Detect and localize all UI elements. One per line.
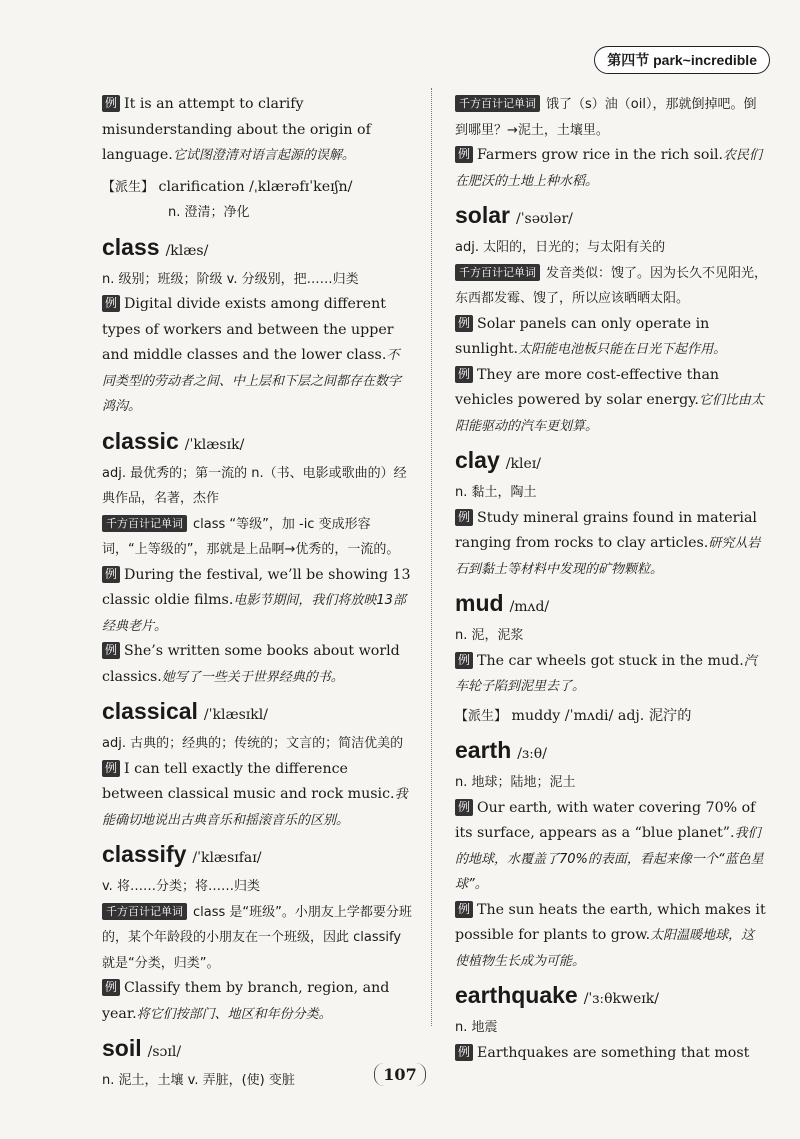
derivation-label: 【派生】 — [102, 179, 155, 195]
entry-mud — [455, 587, 767, 729]
entry-soil-continued — [455, 92, 767, 194]
example-badge: 例 — [455, 509, 473, 526]
headword: clay — [455, 447, 500, 473]
entry-solar — [455, 199, 767, 439]
memory-badge: 千方百计记单词 — [455, 95, 540, 112]
headword: mud — [455, 590, 504, 616]
entry-classify — [102, 838, 412, 1027]
example-line — [102, 92, 412, 169]
derivation-word: muddy /ˈmʌdi/ adj. 泥泞的 — [511, 707, 692, 724]
example-translation: 它试图澄清对语言起源的误解。 — [172, 148, 355, 163]
example-translation: 将它们按部门、地区和年份分类。 — [136, 1006, 332, 1022]
headword: earthquake — [455, 982, 578, 1008]
example-line — [455, 898, 767, 975]
example-line — [455, 796, 767, 898]
headword: classic — [102, 427, 179, 454]
headword-row — [455, 979, 767, 1015]
example-text: Digital divide exists among different types of workers and between the upper and middle classes and the lower class. — [102, 296, 394, 363]
example-badge: 例 — [455, 146, 473, 163]
example-text: Farmers grow rice in the rich soil. — [477, 147, 724, 163]
example-translation: 汽车轮子陷到泥里去了。 — [455, 653, 757, 694]
example-text: Our earth, with water covering 70% of its surface, appears as a “blue planet”. — [455, 799, 756, 841]
left-column — [102, 92, 412, 1094]
derivation-label: 【派生】 — [455, 708, 508, 724]
example-badge: 例 — [102, 760, 120, 777]
example-line — [102, 976, 412, 1027]
example-text: Earthquakes are something that most — [477, 1044, 750, 1061]
headword-row — [102, 231, 412, 267]
phonetic: /kleɪ/ — [505, 456, 541, 472]
definition: v. 将……分类；将……归类 — [102, 879, 260, 894]
example-text: They are more cost-effective than vehicles powered by solar energy. — [455, 366, 720, 408]
phonetic: /ˈklæsɪfaɪ/ — [192, 850, 262, 866]
derivation-word: clarification /ˌklærəfɪˈkeɪʃn/ — [158, 178, 353, 195]
example-text: The car wheels got stuck in the mud. — [477, 652, 744, 669]
entry-class — [102, 231, 412, 420]
headword: class — [102, 233, 160, 260]
entry-earthquake — [455, 979, 767, 1066]
example-text: Classify them by branch, region, and year. — [102, 980, 390, 1022]
phonetic: /ˈklæsɪkl/ — [203, 707, 268, 723]
example-translation: 农民们在肥沃的土地上种水稻。 — [455, 148, 763, 189]
example-line — [102, 639, 412, 690]
example-text: It is an attempt to clarify misunderstanding about the origin of language. — [102, 96, 371, 163]
page-number-text: 107 — [374, 1063, 425, 1086]
example-badge: 例 — [102, 642, 120, 659]
memory-badge: 千方百计记单词 — [455, 264, 540, 281]
example-badge: 例 — [455, 1044, 473, 1061]
definition: n. 泥，泥浆 — [455, 628, 524, 643]
example-translation: 研究从岩石到黏土等材料中发现的矿物颗粒。 — [455, 536, 761, 577]
section-tab: 第四节 park~incredible — [594, 46, 770, 74]
derivation-definition — [102, 200, 412, 226]
derivation-line — [455, 704, 767, 730]
headword-row — [102, 838, 412, 874]
memory-badge: 千方百计记单词 — [102, 903, 187, 920]
example-translation: 她写了一些关于世界经典的书。 — [161, 669, 344, 685]
example-translation: 它们比由太阳能驱动的汽车更划算。 — [455, 393, 764, 434]
definition: adj. 最优秀的；第一流的 n.（书、电影或歌曲的）经典作品，名著，杰作 — [102, 465, 407, 506]
example-badge: 例 — [102, 295, 120, 312]
example-translation: 不同类型的劳动者之间、中上层和下层之间都存在数字鸿沟。 — [102, 348, 402, 414]
phonetic: /mʌd/ — [509, 599, 550, 615]
example-translation: 我们的地球，水覆盖了70%的表面，看起来像一个“蓝色星球”。 — [455, 826, 764, 892]
headword: soil — [102, 1035, 142, 1061]
example-badge: 例 — [455, 652, 473, 669]
headword-row — [102, 425, 412, 461]
definition: n. 级别；班级；阶级 v. 分级别，把……归类 — [102, 271, 359, 287]
memory-text: 发音类似：馊了。因为长久不见阳光，东西都发霉、馊了，所以应该晒晒太阳。 — [455, 265, 768, 306]
phonetic: /ɜːθ/ — [517, 746, 547, 762]
entry-clay — [455, 444, 767, 582]
example-translation: 太阳温暖地球，这使植物生长成为可能。 — [455, 928, 755, 969]
example-translation: 太阳能电池板只能在日光下起作用。 — [518, 342, 727, 357]
example-text: During the festival, we’ll be showing 13 classic oldie films. — [102, 566, 411, 608]
example-text: I can tell exactly the difference between classical music and rock music. — [102, 760, 395, 802]
example-text: Solar panels can only operate in sunlight. — [455, 315, 710, 357]
example-badge: 例 — [455, 366, 473, 383]
definition: n. 地震 — [455, 1020, 498, 1035]
example-text: Study mineral grains found in material ranging from rocks to clay articles. — [455, 509, 757, 551]
example-badge: 例 — [455, 315, 473, 332]
memory-text: class “等级”，加 -ic 变成形容词，“上等级的”，那就是上品啊→优秀的，一流的。 — [102, 516, 400, 557]
entry-classic — [102, 425, 412, 691]
example-badge: 例 — [102, 979, 120, 996]
headword-row — [455, 587, 767, 623]
memory-tip — [455, 92, 767, 143]
phonetic: /ˈɜːθkweɪk/ — [583, 991, 659, 1007]
definition: n. 地球；陆地；泥土 — [455, 775, 576, 790]
right-column — [455, 92, 767, 1066]
example-text: The sun heats the earth, which makes it possible for plants to grow. — [455, 901, 766, 943]
definition: adj. 古典的；经典的；传统的；文言的；简洁优美的 — [102, 736, 404, 751]
phonetic: /klæs/ — [165, 242, 209, 259]
example-line — [455, 649, 767, 700]
example-badge: 例 — [102, 566, 120, 583]
definition: adj. 太阳的，日光的；与太阳有关的 — [455, 240, 666, 255]
example-line — [455, 363, 767, 440]
column-divider — [431, 88, 432, 1026]
headword: earth — [455, 737, 512, 763]
phonetic: /ˈklæsɪk/ — [184, 436, 245, 453]
example-line — [455, 143, 767, 194]
memory-tip — [455, 261, 767, 312]
headword: classify — [102, 841, 187, 867]
memory-text: 饿了（s）油（oil），那就倒掉吧。倒到哪里？→泥土，土壤里。 — [455, 97, 757, 138]
memory-badge: 千方百计记单词 — [102, 515, 187, 532]
memory-tip — [102, 512, 412, 563]
memory-tip — [102, 900, 412, 977]
example-text: She’s written some books about world classics. — [102, 643, 400, 685]
example-translation: 电影节期间，我们将放映13部经典老片。 — [102, 593, 406, 634]
example-line — [455, 506, 767, 583]
headword: classical — [102, 698, 198, 724]
headword: solar — [455, 202, 510, 228]
headword-row — [455, 444, 767, 480]
entry-classical — [102, 695, 412, 833]
headword-row — [455, 734, 767, 770]
derivation-definition-text: n. 澄清；净化 — [168, 205, 250, 220]
example-translation: 我能确切地说出古典音乐和摇滚音乐的区别。 — [102, 787, 408, 828]
phonetic: /ˈsəʊlər/ — [515, 211, 573, 227]
entry-continued — [102, 92, 412, 226]
entry-earth — [455, 734, 767, 974]
headword-row — [102, 695, 412, 731]
example-line — [102, 757, 412, 834]
example-line — [455, 312, 767, 363]
phonetic: /sɔɪl/ — [147, 1044, 182, 1060]
example-line — [102, 563, 412, 640]
page-number — [0, 1063, 800, 1086]
example-badge: 例 — [455, 901, 473, 918]
derivation-line — [102, 175, 412, 201]
example-line — [102, 292, 412, 420]
definition: n. 黏土，陶土 — [455, 485, 537, 500]
memory-text: class 是“班级”。小朋友上学都要分班的，某个年龄段的小朋友在一个班级，因此 classify 就是“分类，归类”。 — [102, 904, 412, 971]
example-badge: 例 — [455, 799, 473, 816]
example-badge: 例 — [102, 95, 120, 112]
headword-row — [455, 199, 767, 235]
definition: n. 泥土，土壤 v. 弄脏，(使) 变脏 — [102, 1073, 295, 1088]
